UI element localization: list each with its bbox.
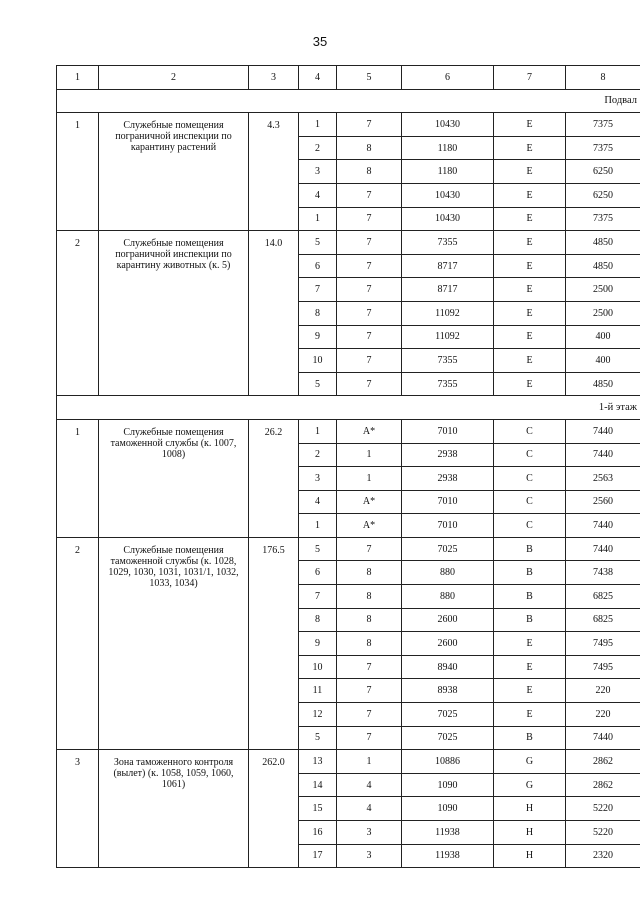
point-number: 10 (299, 349, 337, 373)
column-8-value: 7375 (566, 207, 640, 231)
column-6-value: 1090 (402, 797, 494, 821)
column-6-value: 880 (402, 585, 494, 609)
column-6-value: 10430 (402, 207, 494, 231)
column-5-value: 7 (337, 655, 402, 679)
column-6-value: 11092 (402, 301, 494, 325)
column-7-value: C (494, 514, 566, 538)
column-7-value: H (494, 821, 566, 845)
object-area: 4.3 (249, 113, 299, 231)
point-number: 12 (299, 703, 337, 727)
column-5-value: 3 (337, 821, 402, 845)
object-number: 2 (57, 537, 99, 749)
point-number: 7 (299, 278, 337, 302)
column-7-value: H (494, 797, 566, 821)
column-6-value: 7010 (402, 514, 494, 538)
column-8-value: 7440 (566, 537, 640, 561)
column-8-value: 6825 (566, 585, 640, 609)
column-7-value: E (494, 655, 566, 679)
table-row (57, 113, 640, 137)
column-7-value: B (494, 537, 566, 561)
point-number: 9 (299, 632, 337, 656)
column-7-value: E (494, 372, 566, 396)
section-title: Подвал (57, 89, 640, 113)
point-number: 7 (299, 585, 337, 609)
column-6-value: 11938 (402, 821, 494, 845)
column-7-value: E (494, 231, 566, 255)
column-header-5: 5 (337, 66, 402, 90)
column-7-value: H (494, 844, 566, 868)
column-6-value: 2600 (402, 632, 494, 656)
column-5-value: A* (337, 514, 402, 538)
point-number: 17 (299, 844, 337, 868)
column-6-value: 8717 (402, 278, 494, 302)
column-5-value: 3 (337, 844, 402, 868)
column-header-6: 6 (402, 66, 494, 90)
column-6-value: 11938 (402, 844, 494, 868)
object-name: Служебные помещения таможенной службы (к. 1007, 1008) (99, 419, 249, 537)
column-6-value: 7355 (402, 372, 494, 396)
column-5-value: 7 (337, 254, 402, 278)
column-7-value: E (494, 207, 566, 231)
column-6-value: 2938 (402, 467, 494, 491)
column-8-value: 7440 (566, 514, 640, 538)
column-8-value: 2862 (566, 750, 640, 774)
column-6-value: 1180 (402, 160, 494, 184)
column-header-3: 3 (249, 66, 299, 90)
column-7-value: B (494, 561, 566, 585)
column-7-value: G (494, 750, 566, 774)
column-6-value: 7010 (402, 419, 494, 443)
point-number: 4 (299, 490, 337, 514)
column-6-value: 7025 (402, 703, 494, 727)
column-7-value: C (494, 490, 566, 514)
object-number: 1 (57, 113, 99, 231)
column-6-value: 7025 (402, 726, 494, 750)
column-8-value: 2320 (566, 844, 640, 868)
column-5-value: 8 (337, 561, 402, 585)
point-number: 9 (299, 325, 337, 349)
column-8-value: 5220 (566, 821, 640, 845)
point-number: 3 (299, 467, 337, 491)
column-8-value: 7440 (566, 726, 640, 750)
column-5-value: 7 (337, 325, 402, 349)
column-5-value: 8 (337, 585, 402, 609)
column-5-value: 7 (337, 207, 402, 231)
column-7-value: E (494, 183, 566, 207)
point-number: 2 (299, 443, 337, 467)
column-6-value: 1180 (402, 136, 494, 160)
column-6-value: 8938 (402, 679, 494, 703)
column-6-value: 2600 (402, 608, 494, 632)
object-area: 262.0 (249, 750, 299, 868)
object-name: Служебные помещения пограничной инспекции по карантину растений (99, 113, 249, 231)
column-8-value: 5220 (566, 797, 640, 821)
column-7-value: E (494, 160, 566, 184)
column-7-value: E (494, 703, 566, 727)
column-5-value: 7 (337, 183, 402, 207)
object-name: Зона таможенного контроля (вылет) (к. 1058, 1059, 1060, 1061) (99, 750, 249, 868)
column-8-value: 6250 (566, 160, 640, 184)
column-5-value: 7 (337, 301, 402, 325)
point-number: 1 (299, 514, 337, 538)
column-7-value: G (494, 773, 566, 797)
point-number: 5 (299, 726, 337, 750)
table-row (57, 537, 640, 561)
column-6-value: 880 (402, 561, 494, 585)
column-7-value: E (494, 136, 566, 160)
column-8-value: 2862 (566, 773, 640, 797)
table-row (57, 750, 640, 774)
point-number: 1 (299, 207, 337, 231)
column-7-value: C (494, 419, 566, 443)
point-number: 3 (299, 160, 337, 184)
point-number: 16 (299, 821, 337, 845)
point-number: 5 (299, 231, 337, 255)
column-8-value: 7438 (566, 561, 640, 585)
column-6-value: 2938 (402, 443, 494, 467)
point-number: 10 (299, 655, 337, 679)
column-5-value: A* (337, 490, 402, 514)
column-5-value: 7 (337, 278, 402, 302)
column-8-value: 220 (566, 703, 640, 727)
point-number: 11 (299, 679, 337, 703)
section-title: 1-й этаж (57, 396, 640, 420)
column-5-value: 7 (337, 726, 402, 750)
column-6-value: 10886 (402, 750, 494, 774)
object-name: Служебные помещения пограничной инспекции по карантину животных (к. 5) (99, 231, 249, 396)
column-5-value: 1 (337, 750, 402, 774)
column-5-value: 1 (337, 467, 402, 491)
column-7-value: E (494, 325, 566, 349)
column-8-value: 7495 (566, 632, 640, 656)
column-7-value: E (494, 254, 566, 278)
column-5-value: 7 (337, 349, 402, 373)
column-6-value: 7355 (402, 349, 494, 373)
point-number: 1 (299, 419, 337, 443)
table-row (57, 419, 640, 443)
column-7-value: C (494, 467, 566, 491)
column-5-value: A* (337, 419, 402, 443)
point-number: 5 (299, 372, 337, 396)
point-number: 15 (299, 797, 337, 821)
column-6-value: 11092 (402, 325, 494, 349)
column-8-value: 4850 (566, 372, 640, 396)
column-5-value: 7 (337, 703, 402, 727)
column-6-value: 7355 (402, 231, 494, 255)
column-6-value: 8717 (402, 254, 494, 278)
object-area: 14.0 (249, 231, 299, 396)
column-8-value: 400 (566, 325, 640, 349)
point-number: 14 (299, 773, 337, 797)
column-8-value: 2563 (566, 467, 640, 491)
object-name: Служебные помещения таможенной службы (к. 1028, 1029, 1030, 1031, 1031/1, 1032, 1033, 1034) (99, 537, 249, 749)
column-8-value: 400 (566, 349, 640, 373)
object-number: 2 (57, 231, 99, 396)
column-8-value: 4850 (566, 254, 640, 278)
column-8-value: 7375 (566, 136, 640, 160)
column-5-value: 8 (337, 608, 402, 632)
column-7-value: B (494, 585, 566, 609)
column-8-value: 2500 (566, 278, 640, 302)
column-7-value: E (494, 632, 566, 656)
column-7-value: C (494, 443, 566, 467)
column-8-value: 7440 (566, 443, 640, 467)
column-5-value: 4 (337, 773, 402, 797)
column-6-value: 10430 (402, 183, 494, 207)
column-8-value: 6825 (566, 608, 640, 632)
point-number: 8 (299, 301, 337, 325)
column-5-value: 1 (337, 443, 402, 467)
column-5-value: 8 (337, 136, 402, 160)
column-8-value: 4850 (566, 231, 640, 255)
point-number: 2 (299, 136, 337, 160)
column-header-2: 2 (99, 66, 249, 90)
column-8-value: 2500 (566, 301, 640, 325)
column-5-value: 7 (337, 537, 402, 561)
column-7-value: E (494, 278, 566, 302)
coordinates-table (56, 65, 640, 868)
column-5-value: 7 (337, 372, 402, 396)
column-5-value: 8 (337, 632, 402, 656)
point-number: 1 (299, 113, 337, 137)
column-5-value: 7 (337, 231, 402, 255)
column-5-value: 7 (337, 679, 402, 703)
object-number: 1 (57, 419, 99, 537)
column-7-value: B (494, 726, 566, 750)
column-8-value: 7440 (566, 419, 640, 443)
object-number: 3 (57, 750, 99, 868)
point-number: 8 (299, 608, 337, 632)
header-row (57, 66, 640, 90)
point-number: 6 (299, 254, 337, 278)
column-6-value: 8940 (402, 655, 494, 679)
column-5-value: 8 (337, 160, 402, 184)
column-7-value: E (494, 301, 566, 325)
page-number: 35 (312, 34, 328, 49)
column-header-7: 7 (494, 66, 566, 90)
column-header-1: 1 (57, 66, 99, 90)
column-header-8: 8 (566, 66, 640, 90)
point-number: 6 (299, 561, 337, 585)
column-6-value: 7010 (402, 490, 494, 514)
column-8-value: 220 (566, 679, 640, 703)
column-6-value: 1090 (402, 773, 494, 797)
column-5-value: 4 (337, 797, 402, 821)
point-number: 13 (299, 750, 337, 774)
section-row (57, 89, 640, 113)
column-8-value: 7495 (566, 655, 640, 679)
column-6-value: 10430 (402, 113, 494, 137)
column-8-value: 2560 (566, 490, 640, 514)
object-area: 26.2 (249, 419, 299, 537)
column-8-value: 7375 (566, 113, 640, 137)
point-number: 4 (299, 183, 337, 207)
object-area: 176.5 (249, 537, 299, 749)
point-number: 5 (299, 537, 337, 561)
column-5-value: 7 (337, 113, 402, 137)
column-7-value: B (494, 608, 566, 632)
column-6-value: 7025 (402, 537, 494, 561)
table-row (57, 231, 640, 255)
column-7-value: E (494, 679, 566, 703)
column-8-value: 6250 (566, 183, 640, 207)
column-7-value: E (494, 349, 566, 373)
column-7-value: E (494, 113, 566, 137)
column-header-4: 4 (299, 66, 337, 90)
section-row (57, 396, 640, 420)
